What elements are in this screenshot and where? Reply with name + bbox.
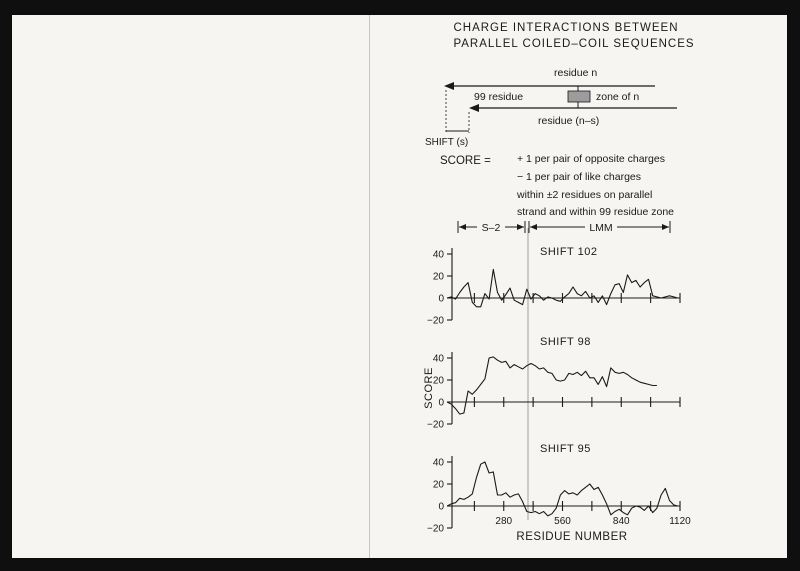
chart-panel-2 xyxy=(427,336,680,431)
title-line-2: PARALLEL COILED–COIL SEQUENCES xyxy=(453,38,695,50)
y-tick-label: −20 xyxy=(427,523,444,535)
panel-title: SHIFT 95 xyxy=(540,443,591,455)
x-tick-label: 840 xyxy=(612,516,630,527)
score-equals-label: SCORE = xyxy=(440,155,491,167)
score-line-3: within ±2 residues on parallel xyxy=(517,189,653,201)
y-tick-label: 20 xyxy=(432,271,444,283)
score-definition xyxy=(440,153,674,218)
series-line xyxy=(447,357,657,414)
x-tick-labels xyxy=(495,516,691,527)
x-tick-label: 280 xyxy=(495,516,513,527)
shift-schematic xyxy=(425,67,677,148)
y-tick-label: 0 xyxy=(438,293,444,305)
region-bar xyxy=(458,221,670,234)
x-tick-label: 560 xyxy=(554,516,571,527)
lmm-label: LMM xyxy=(589,222,613,234)
shift-s-label: SHIFT (s) xyxy=(425,137,469,148)
chart-panel-1 xyxy=(427,246,680,327)
chart-panels xyxy=(427,246,680,535)
y-tick-label: −20 xyxy=(427,315,444,327)
score-line-4: strand and within 99 residue zone xyxy=(517,206,675,218)
residue-99-label: 99 residue xyxy=(474,91,524,103)
residue-n-label: residue n xyxy=(554,67,598,79)
score-line-1: + 1 per pair of opposite charges xyxy=(517,153,665,165)
zone-box xyxy=(568,91,590,102)
y-tick-label: 20 xyxy=(432,375,444,387)
y-tick-label: 40 xyxy=(432,249,444,261)
y-axis-label: SCORE xyxy=(423,367,435,409)
panel-title: SHIFT 98 xyxy=(540,336,591,348)
score-line-2: − 1 per pair of like charges xyxy=(517,171,642,183)
x-tick-label: 1120 xyxy=(669,516,691,527)
y-tick-label: 40 xyxy=(432,457,444,469)
zone-of-n-label: zone of n xyxy=(596,91,640,103)
y-tick-label: 20 xyxy=(432,479,444,491)
panel-title: SHIFT 102 xyxy=(540,246,598,258)
x-axis-label: RESIDUE NUMBER xyxy=(516,531,628,543)
residue-n-s-label: residue (n–s) xyxy=(538,115,600,127)
y-tick-label: 0 xyxy=(438,501,444,513)
y-tick-label: −20 xyxy=(427,419,444,431)
y-tick-label: 40 xyxy=(432,353,444,365)
title-line-1: CHARGE INTERACTIONS BETWEEN xyxy=(453,22,679,34)
s2-label: S–2 xyxy=(481,222,501,234)
y-tick-label: 0 xyxy=(438,397,444,409)
